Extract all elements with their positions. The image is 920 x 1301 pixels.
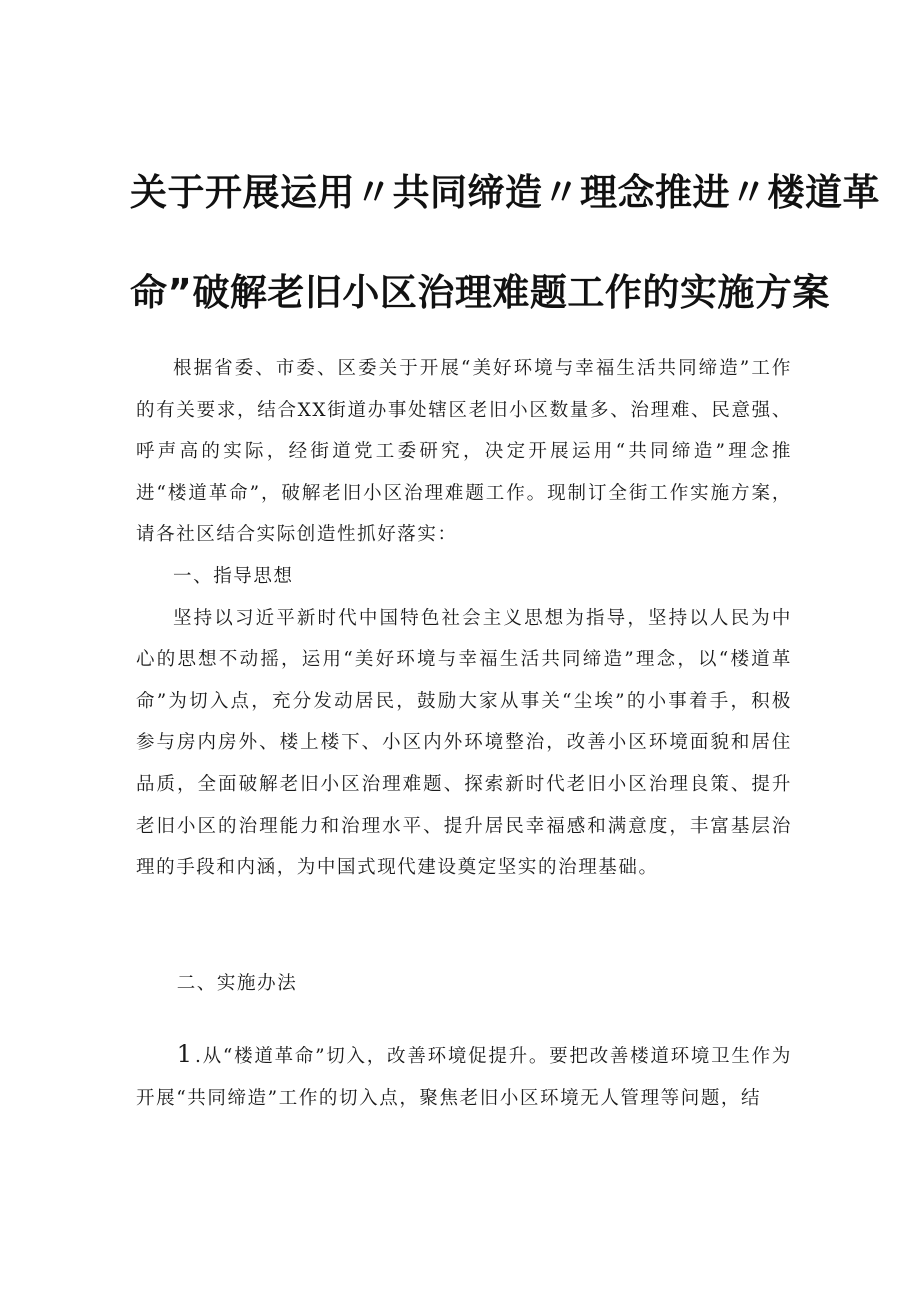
- item-1-number: 1: [176, 1040, 195, 1068]
- section-1-paragraph: 坚持以习近平新时代中国特色社会主义思想为指导，坚持以人民为中心的思想不动摇，运用“美好环境与幸福生活共同缔造”理念，以“楼道革命”为切入点，充分发动居民，鼓励大家从事关“尘埃”的小事着手，积极参与房内房外、楼上楼下、小区内外环境整治，改善小区环境面貌和居住品质，全面破解老旧小区治理难题、探索新时代老旧小区治理良策、提升老旧小区的治理能力和治理水平、提升居民幸福感和满意度，丰富基层治理的手段和内涵，为中国式现代建设奠定坚实的治理基础。: [136, 607, 792, 879]
- item-1-text: .从“楼道革命”切入，改善环境促提升。要把改善楼道环境卫生作为开展“共同缔造”工作的切入点，聚焦老旧小区环境无人管理等问题，结: [136, 1046, 792, 1109]
- document-title-line-1: 关于开展运用〃共同缔造〃理念推进〃楼道革: [130, 171, 880, 214]
- intro-paragraph: 根据省委、市委、区委关于开展“美好环境与幸福生活共同缔造”工作的有关要求，结合XX街道办事处辖区老旧小区数量多、治理难、民意强、呼声高的实际，经街道党工委研究，决定开展运用“共同缔造”理念推进“楼道革命”，破解老旧小区治理难题工作。现制订全街工作实施方案，请各社区结合实际创造性抓好落实：: [136, 358, 792, 546]
- section-2-heading: 二、实施办法: [176, 973, 298, 994]
- section-2: [136, 963, 792, 1005]
- item-1-paragraph: [136, 1034, 792, 1119]
- item-1: [136, 1034, 792, 1119]
- document-body: [136, 348, 792, 889]
- section-1-heading: 一、指导思想: [173, 565, 294, 587]
- document-title-line-2: 命”破解老旧小区治理难题工作的实施方案: [130, 271, 830, 314]
